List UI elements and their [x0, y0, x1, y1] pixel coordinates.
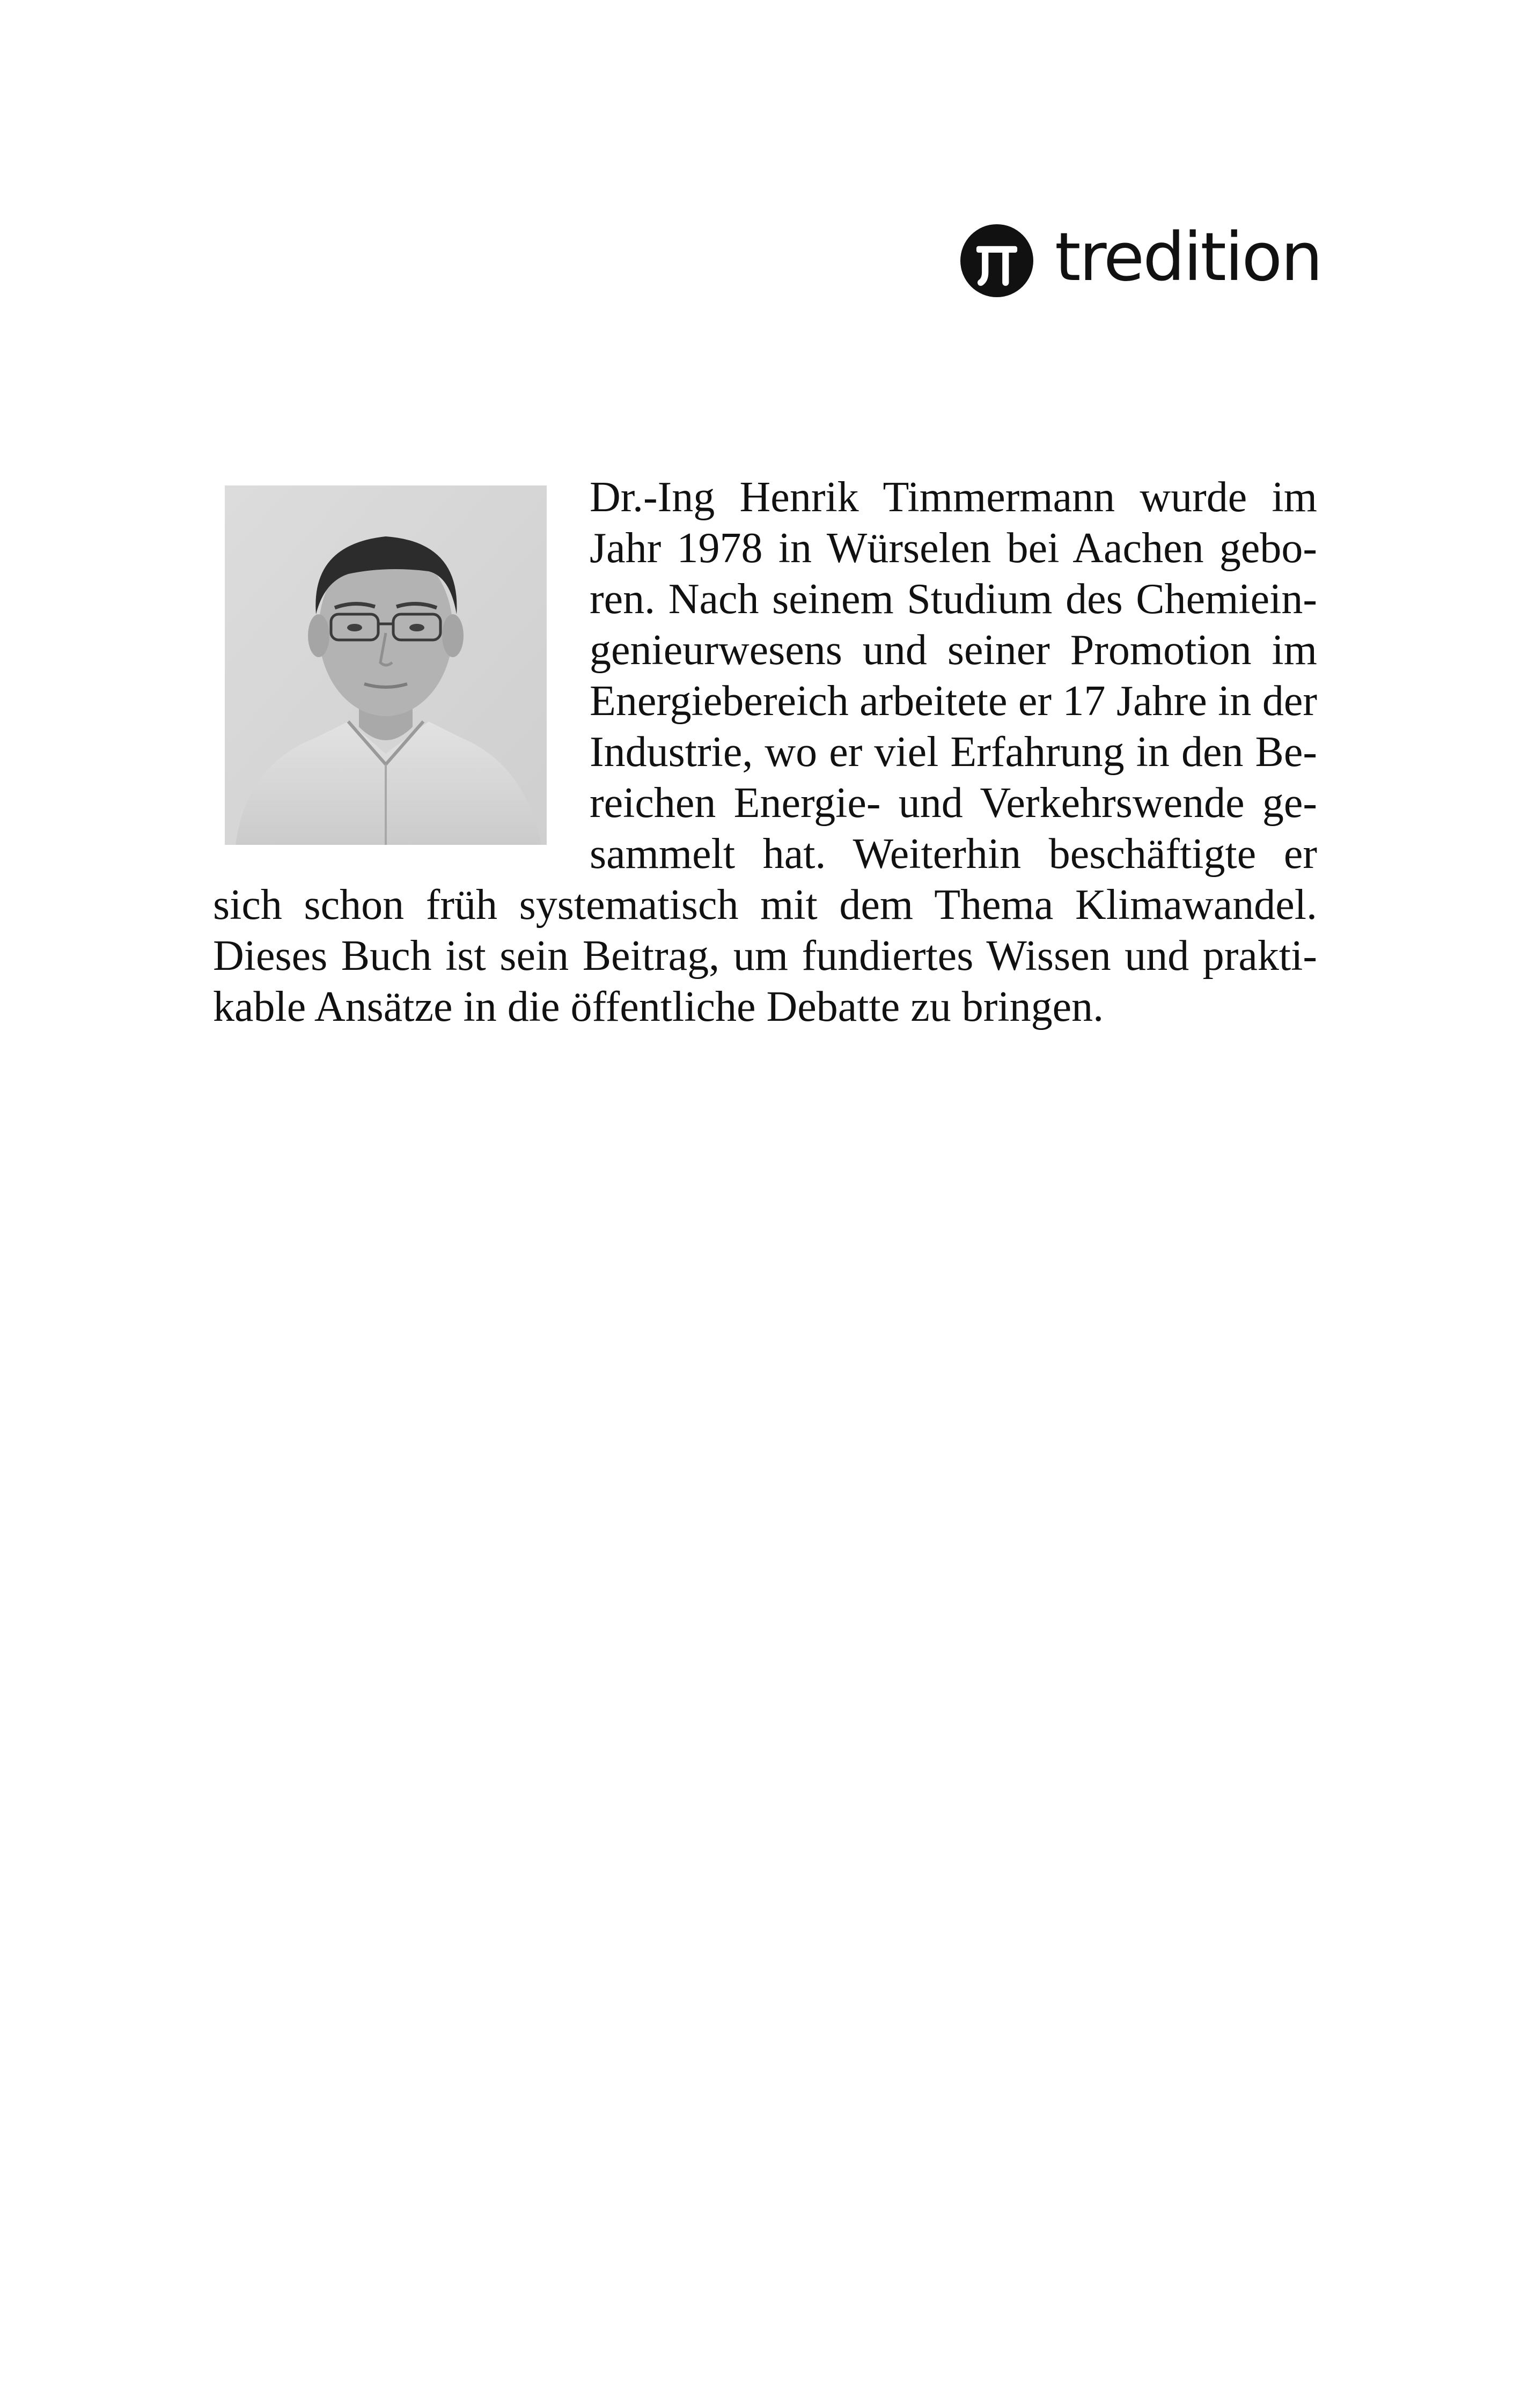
author-portrait	[225, 485, 547, 845]
author-bio-section	[213, 472, 1317, 1033]
tredition-logo-icon	[960, 224, 1033, 297]
publisher-logo	[960, 219, 1321, 297]
publisher-name: tredition	[1055, 219, 1321, 296]
author-bio-text: Dr.-Ing Henrik Timmermann wurde im Jahr 1978 in Würselen bei Aachen geboren. Nach seinem Studium des Chemieingenieurwesens und seiner Promotion im Energiebereich arbeitete er 17 Jahre in der Industrie, wo er viel Erfahrung in den Bereichen Energie- und Verkehrswende gesammelt hat. Weiterhin beschäftigte er sich schon früh systematisch mit dem Thema Klimawandel. Dieses Buch ist sein Beitrag, um fundiertes Wissen und praktikable Ansätze in die öffentliche Debatte zu bringen.	[213, 474, 1317, 1030]
